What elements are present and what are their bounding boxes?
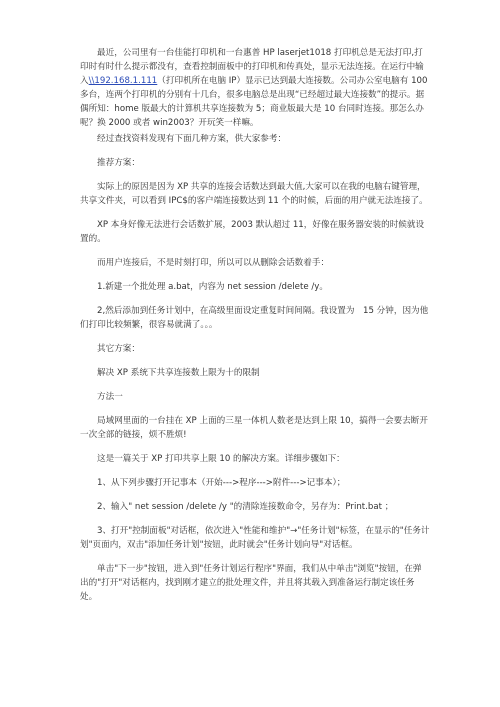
paragraph-solution-intro: 这是一篇关于 XP 打印共享上限 10 的解决方案。详细步骤如下： <box>97 454 345 464</box>
heading-xp-share-limit: 解决 XP 系统下共享连接数上限为十的限制 <box>97 368 260 378</box>
paragraph-step-save-bat: 2、输入" net session /delete /y "的清除连接数命令，另存为：Print.bat ； <box>97 502 394 512</box>
paragraph-delete-sessions: 而用户连接后，不是时刻打印，所以可以从删除会话数着手： <box>97 258 330 268</box>
document-body <box>80 46 430 614</box>
paragraph-intro <box>80 46 430 130</box>
intro-text-before-link: 最近，公司里有一台佳能打印机和一台惠普 HP laserjet1018 打印机总是无法打印,打印时有时什么提示都没有，查看控制面板中的打印机和传真处，显示无法连接。在运行中输入 <box>80 48 424 86</box>
paragraph-reference: 经过查找资料发现有下面几种方案，供大家参考： <box>97 134 287 144</box>
heading-recommended-solution: 推荐方案： <box>97 158 140 168</box>
paragraph-step-batch: 1.新建一个批处理 a.bat，内容为 net session /delete /y。 <box>97 282 328 292</box>
paragraph-xp-limit: XP 本身好像无法进行会话数扩展，2003 默认超过 11，好像在服务器安装的时候就设置的。 <box>80 220 425 244</box>
paragraph-step-notepad: 1、从下列步骤打开记事本（开始--->程序--->附件--->记事本）； <box>97 478 346 488</box>
heading-method-one: 方法一 <box>97 392 123 402</box>
paragraph-step-schedule: 2,然后添加到任务计划中，在高级里面设定重复时间间隔。我设置为 15 分钟，因为他们打印比较频繁，很容易就满了。。。 <box>80 306 429 330</box>
intro-text-after-link: （打印机所在电脑 IP）显示已达到最大连接数。公司办公室电脑有 100 多台，连两个打印机的分别有十几台，很多电脑总是出现“已经超过最大连接数”的提示。据偶所知：home 版最大的计算机共享连接数为 5；商业版最大是 10 台同时连接。那怎么办呢？换 2000 或者 win2003？开玩笑一样嘛。 <box>80 76 428 128</box>
paragraph-step-next: 单击"下一步"按钮，进入到"任务计划运行程序"界面，我们从中单击"浏览"按钮，在弹出的"打开"对话框内，找到刚才建立的批处理文件，并且将其载入到准备运行制定该任务处。 <box>80 564 422 602</box>
paragraph-step-control-panel: 3、打开"控制面板"对话框，依次进入"性能和维护"→"任务计划"标签，在显示的"任务计划"页面内，双击"添加任务计划"按钮，此时就会"任务计划向导"对话框。 <box>80 526 430 550</box>
ip-address-link[interactable]: \\192.168.1.111 <box>88 76 158 86</box>
heading-other-solutions: 其它方案： <box>97 344 140 354</box>
paragraph-lan-printer: 局域网里面的一台挂在 XP 上面的三星一体机人数老是达到上限 10，搞得一会要去断开一次全部的链接，烦不胜烦! <box>80 416 428 440</box>
paragraph-cause: 实际上的原因是因为 XP 共享的连接会话数达到最大值,大家可以在我的电脑右键管理，共享文件夹，可以看到 IPC$的客户端连接数达到 11 个的时候，后面的用户就无法连接了。 <box>80 182 428 206</box>
